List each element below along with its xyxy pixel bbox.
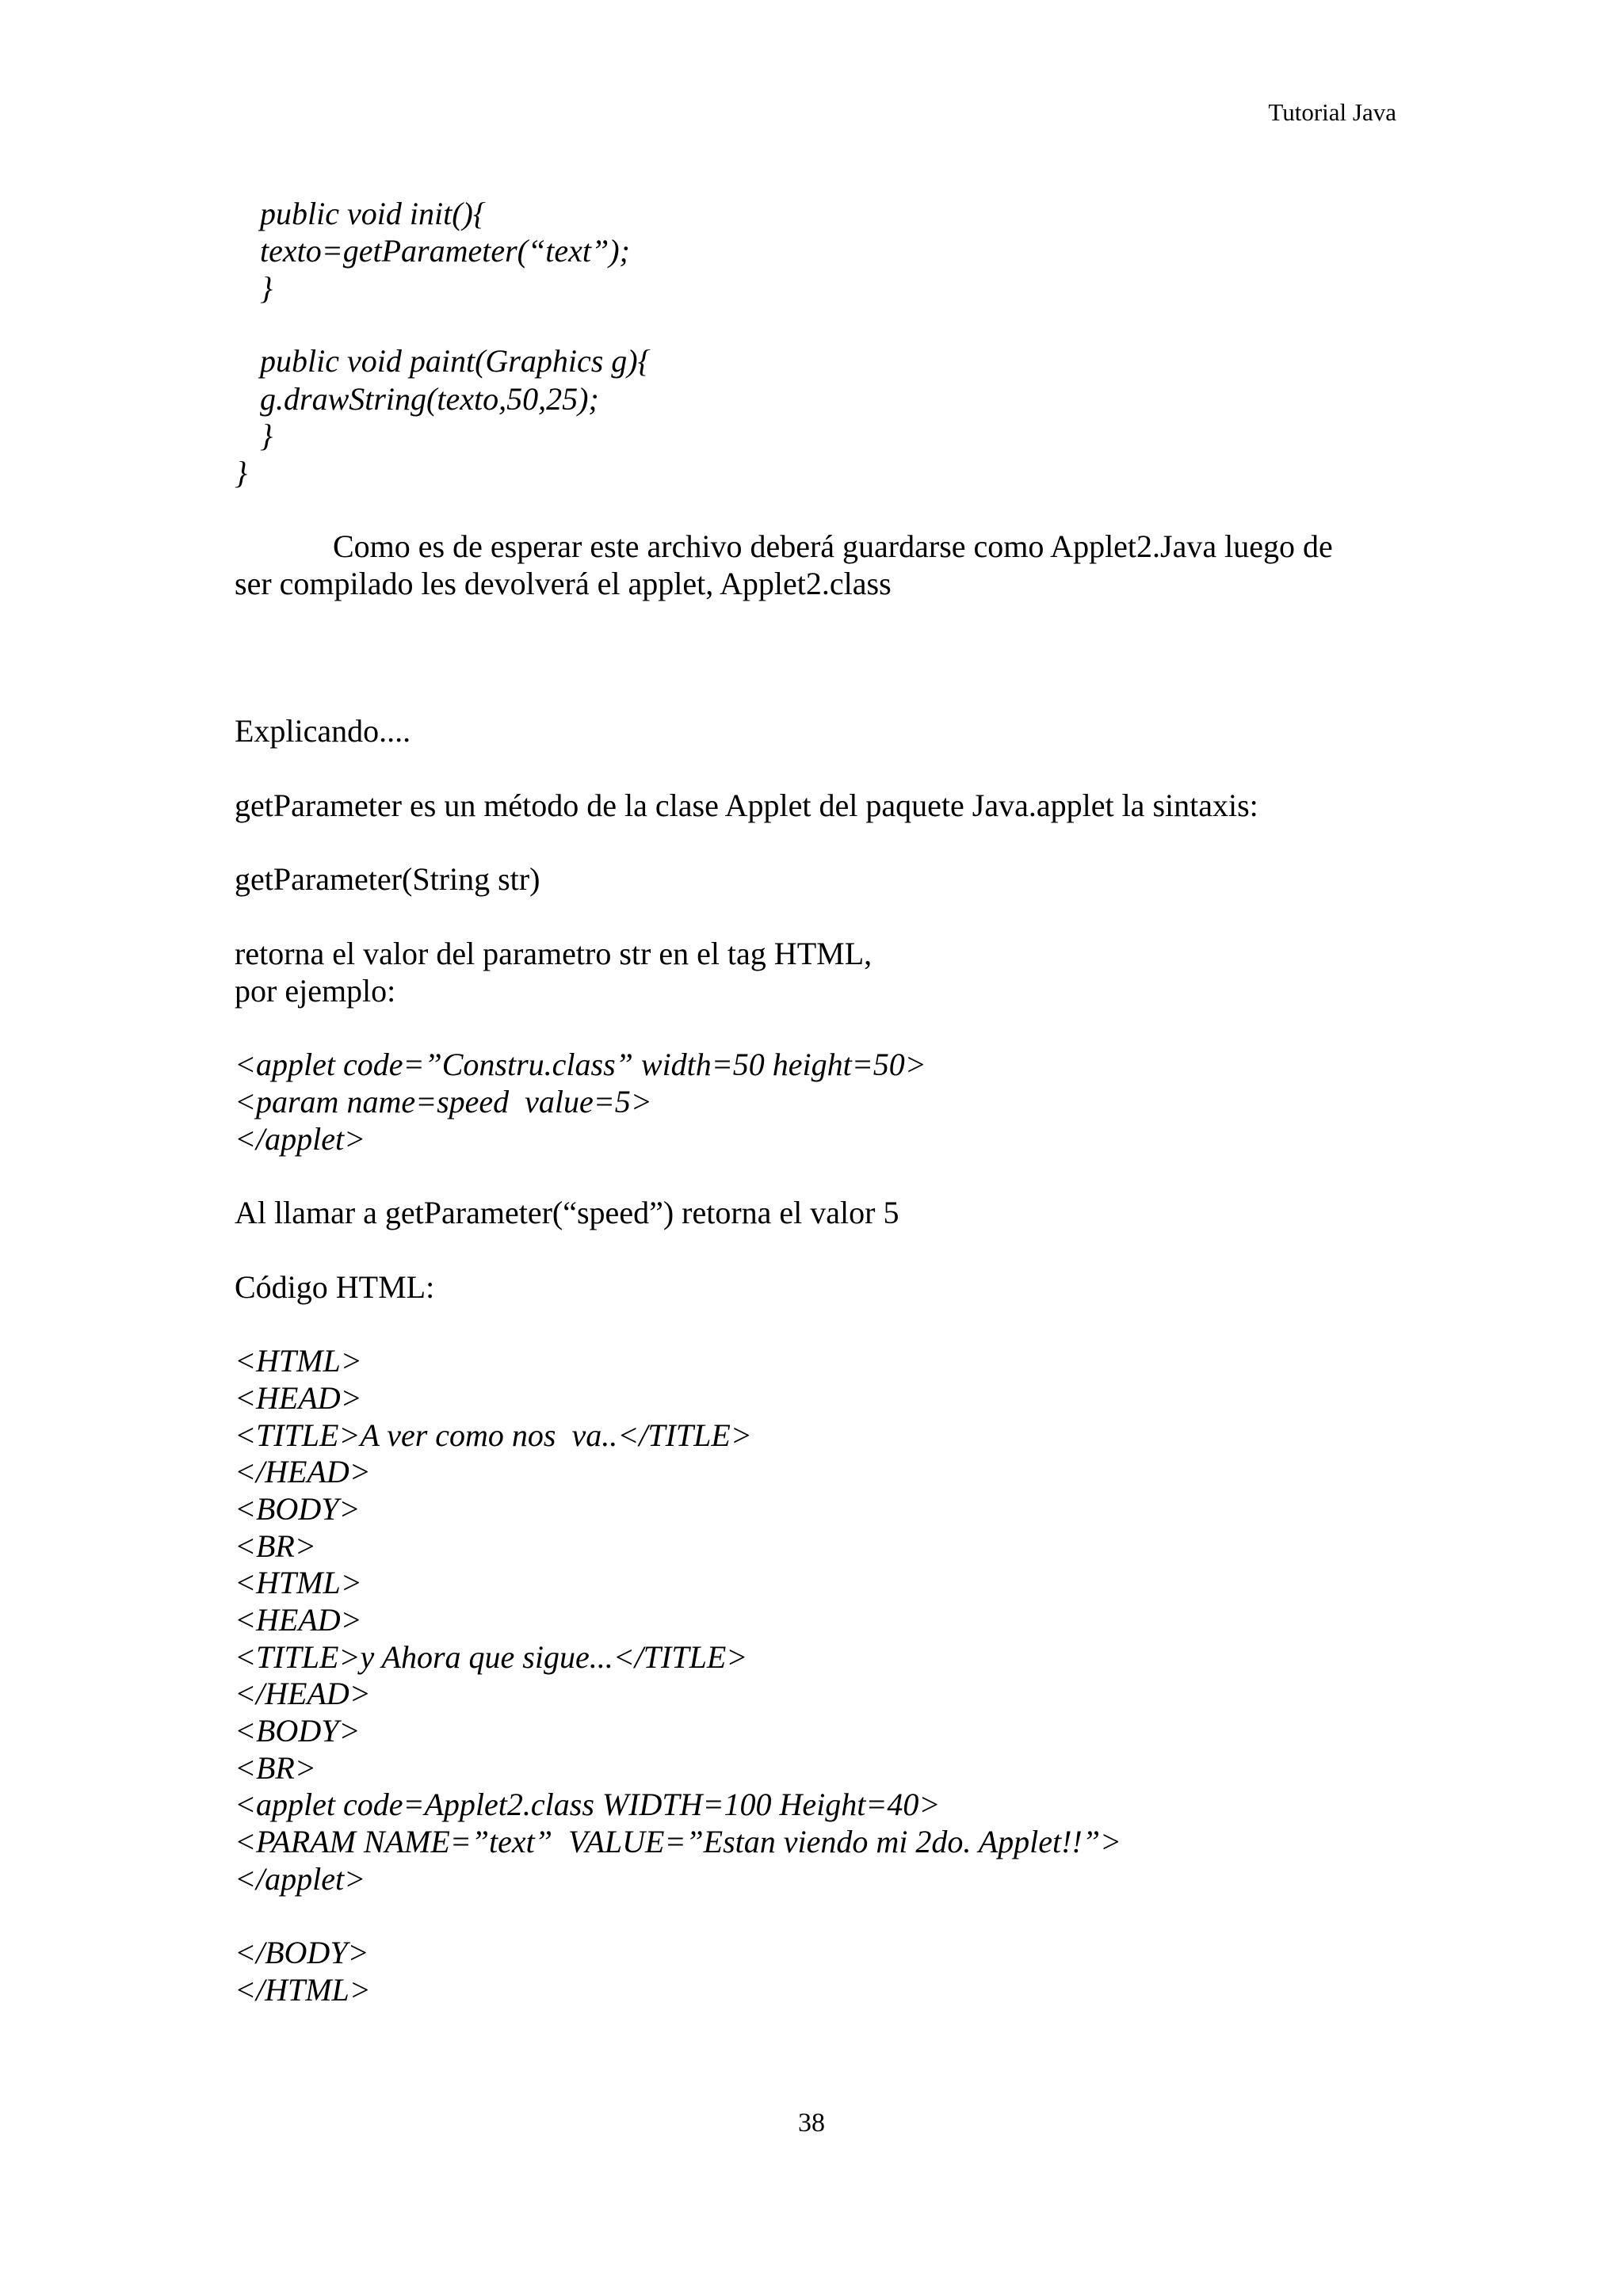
paragraph-line: Al llamar a getParameter(“speed”) retorna el valor 5	[235, 1195, 899, 1230]
code-line: <PARAM NAME=”text” VALUE=”Estan viendo mi 2do. Applet!!”>	[235, 1824, 1121, 1859]
paragraph-line: ser compilado les devolverá el applet, Applet2.class	[235, 566, 892, 601]
code-line: g.drawString(texto,50,25);	[260, 381, 599, 417]
code-line: <BODY>	[235, 1491, 361, 1527]
code-line: <HEAD>	[235, 1380, 362, 1416]
code-line: <HTML>	[235, 1343, 362, 1379]
code-line: <BR>	[235, 1750, 316, 1786]
code-line: </BODY>	[235, 1935, 369, 1970]
code-line: <HEAD>	[235, 1602, 362, 1638]
code-line: texto=getParameter(“text”);	[260, 233, 630, 269]
code-line: <applet code=Applet2.class WIDTH=100 Height=40>	[235, 1787, 941, 1822]
page-number: 38	[798, 2108, 825, 2138]
code-line: <param name=speed value=5>	[235, 1084, 652, 1119]
code-line: </HTML>	[235, 1972, 371, 2008]
paragraph-line: retorna el valor del parametro str en el tag HTML,	[235, 936, 873, 971]
code-line: public void init(){	[260, 196, 486, 231]
paragraph-line: Como es de esperar este archivo deberá guardarse como Applet2.Java luego de	[333, 528, 1333, 564]
running-header: Tutorial Java	[1268, 98, 1396, 126]
code-line: }	[235, 455, 247, 490]
code-line: }	[260, 418, 273, 453]
code-line: </HEAD>	[235, 1454, 371, 1489]
code-line: <TITLE>y Ahora que sigue...</TITLE>	[235, 1639, 748, 1675]
code-line: <BR>	[235, 1528, 316, 1564]
code-line: <TITLE>A ver como nos va..</TITLE>	[235, 1417, 752, 1453]
code-line: </applet>	[235, 1861, 366, 1897]
code-line: <HTML>	[235, 1565, 362, 1600]
code-line: <BODY>	[235, 1713, 361, 1749]
section-heading: Explicando....	[235, 713, 411, 749]
code-line: </HEAD>	[235, 1676, 371, 1711]
code-line: }	[260, 270, 273, 306]
section-label: Código HTML:	[235, 1269, 435, 1305]
code-line: public void paint(Graphics g){	[260, 343, 651, 379]
paragraph-line: getParameter es un método de la clase Applet del paquete Java.applet la sintaxis:	[235, 788, 1258, 823]
code-line: <applet code=”Constru.class” width=50 height=50>	[235, 1047, 926, 1082]
code-line: </applet>	[235, 1121, 366, 1157]
syntax-line: getParameter(String str)	[235, 861, 540, 897]
paragraph-line: por ejemplo:	[235, 973, 396, 1009]
